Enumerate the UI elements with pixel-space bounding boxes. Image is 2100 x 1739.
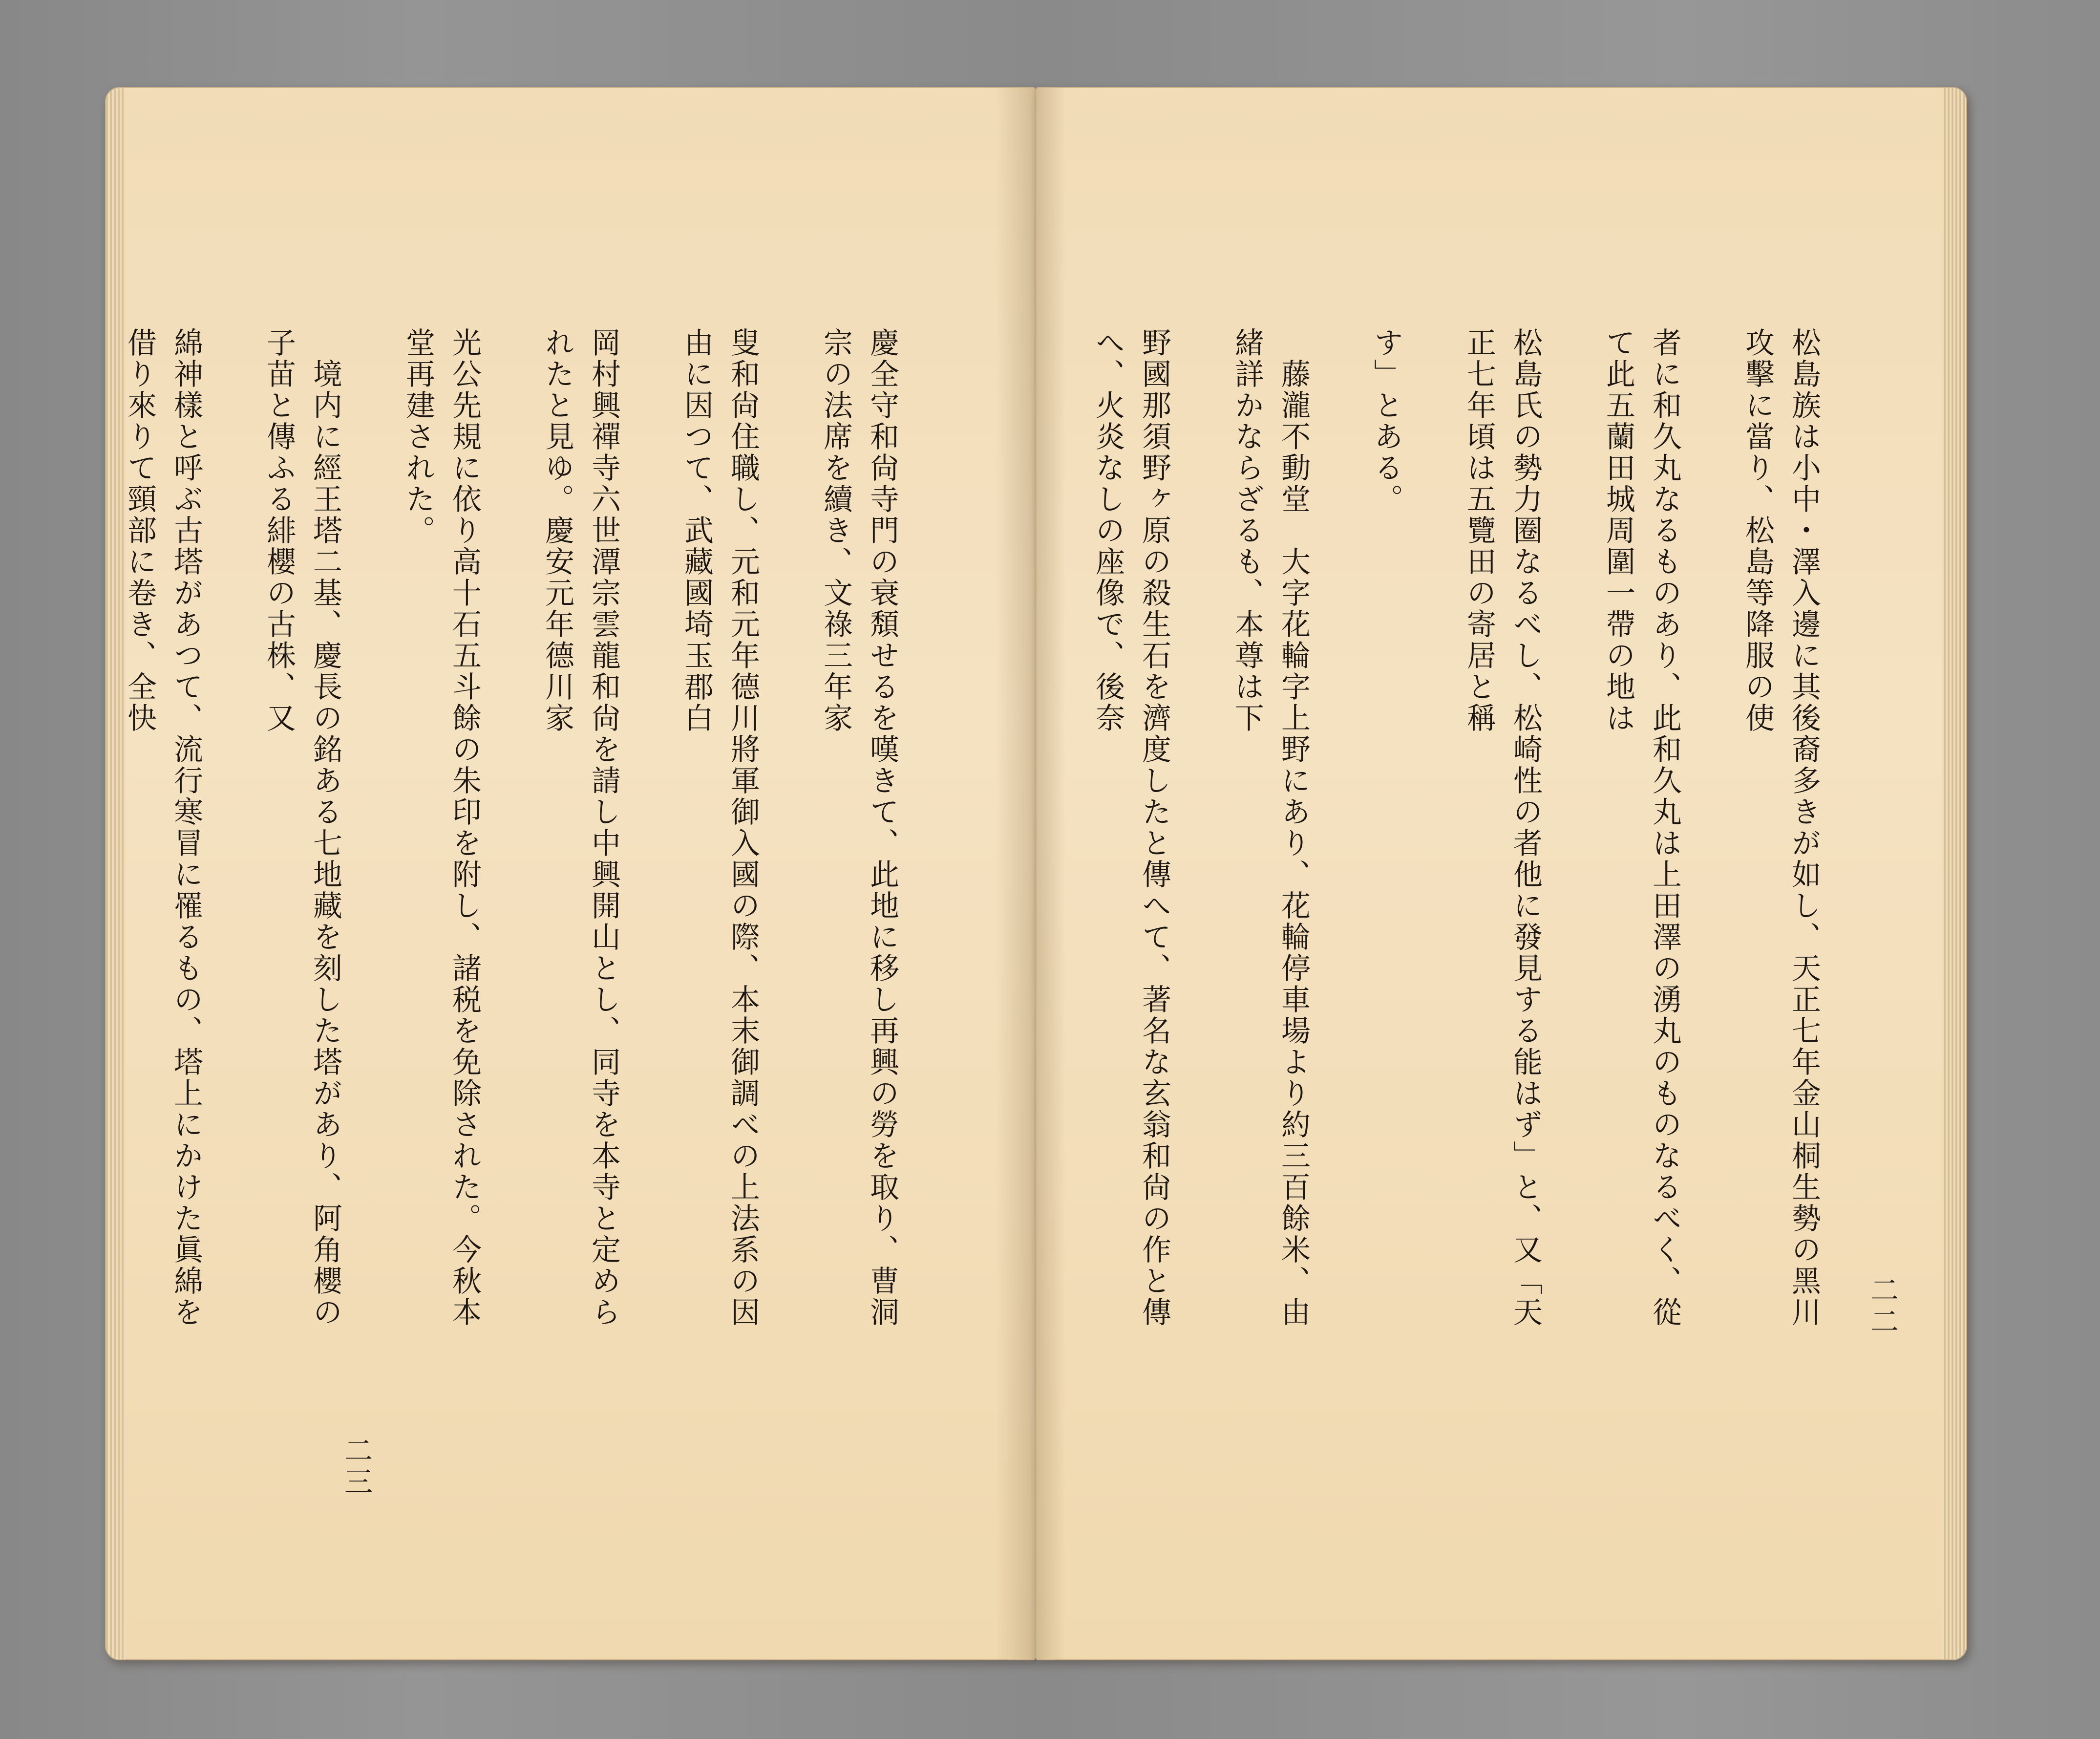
paragraph-line: 藤瀧不動堂 大字花輪字上野にあり、花輪停車場より約三百餘米、由緒詳かならざるも、本尊は下 [1230, 327, 1311, 1328]
paragraph-line [1036, 327, 1038, 1334]
gutter-shadow-left [996, 88, 1035, 1659]
right-page-text [1091, 327, 1873, 1334]
paragraph-line: 綿神樣と呼ぶ古塔があつて、流行寒冒に罹るもの、塔上にかけた眞綿を借り來りて頸部に卷き、全快 [123, 327, 203, 1328]
left-page-text [123, 327, 952, 1334]
paragraph-line: 光公先規に依り高十石五斗餘の朱印を附し、諸税を免除された。今秋本堂再建された。 [401, 327, 482, 1328]
right-page [1036, 87, 1967, 1660]
paragraph-line: 者に和久丸なるものあり、此和久丸は上田澤の湧丸のものなるべく、從て此五蘭田城周圍一帶の地は [1601, 327, 1682, 1328]
paragraph-line: す」とある。 [1369, 327, 1403, 515]
paragraph-line: 松島氏の勢力圈なるべし、松崎性の者他に發見する能はず」と、又「天正七年頃は五覽田の寄居と稱 [1462, 327, 1543, 1328]
paragraph-line: 岡村興禪寺六世潭宗雲龍和尙を請し中興開山とし、同寺を本寺と定められたと見ゆ。慶安元年德川家 [540, 327, 621, 1328]
open-book [105, 87, 1967, 1660]
paragraph-line: 松島族は小中・澤入邊に其後裔多きが如し、天正七年金山桐生勢の黑川攻擊に當り、松島等降服の使 [1740, 327, 1821, 1328]
paragraph-line: 慶全守和尙寺門の衰頽せるを嘆きて、此地に移し再興の勞を取り、曹洞宗の法席を續き、文祿三年家 [819, 327, 899, 1328]
paragraph-line: 境内に經王塔二基、慶長の銘ある七地藏を刻した塔があり、阿角櫻の子苗と傳ふる緋櫻の古株、又 [262, 327, 342, 1328]
page-number-right: 二二 [1866, 1275, 1899, 1338]
paragraph-line: 叟和尙住職し、元和元年德川將軍御入國の際、本末御調べの上法系の因由に因つて、武藏國埼玉郡白 [679, 327, 760, 1328]
paragraph-line: 野國那須野ヶ原の殺生石を濟度したと傳へて、著名な玄翁和尙の作と傳へ、火炎なしの座像で、後奈 [1091, 327, 1171, 1328]
page-number-left: 二三 [339, 1436, 373, 1498]
page-edge-right [1942, 88, 1966, 1659]
left-page [105, 87, 1036, 1660]
